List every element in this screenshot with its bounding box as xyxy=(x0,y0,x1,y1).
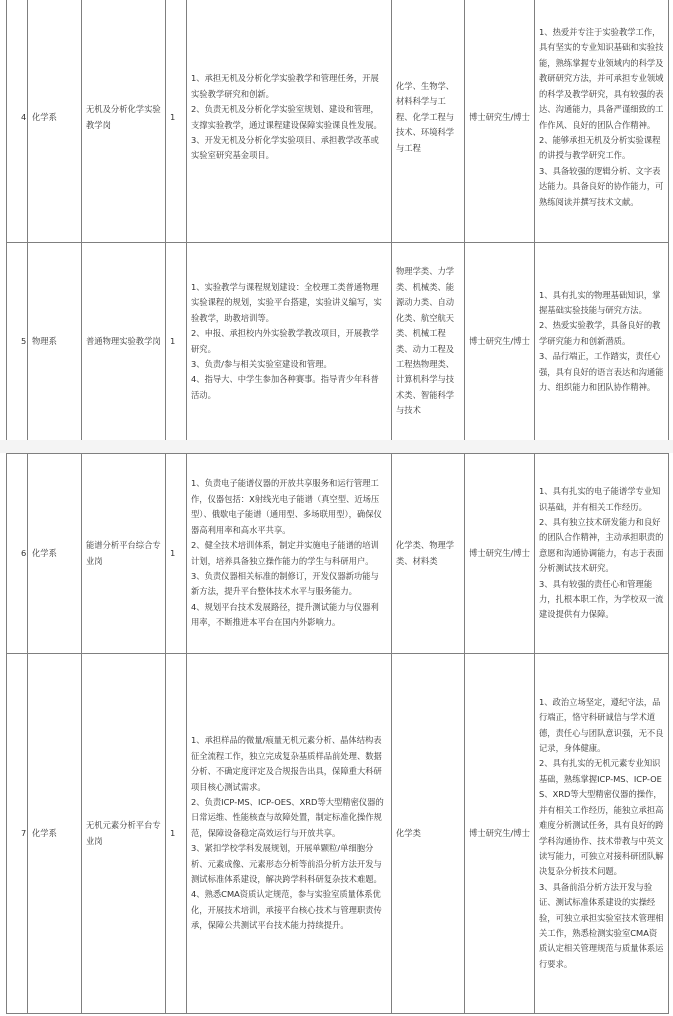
requirement-item: 2、能够承担无机及分析实验课程的讲授与教学研究工作。 xyxy=(539,134,661,161)
duty-item: 2、负责ICP-MS、ICP-OES、XRD等大型精密仪器的日常运维、性能核查与故障处置，制定标准化操作规范，保障设备稳定高效运行与开放共享。 xyxy=(191,796,384,838)
duty-item: 4、指导大、中学生参加各种赛事。指导青少年科普活动。 xyxy=(191,374,379,400)
duties-cell xyxy=(187,243,392,441)
major-cell: 化学、生物学、材料科学与工程、化学工程与技术、环境科学与工程 xyxy=(392,0,465,243)
requirements-cell xyxy=(535,654,669,1014)
major-cell: 化学类 xyxy=(392,654,465,1014)
duty-item: 4、熟悉CMA资质认定规范，参与实验室质量体系优化，开展技术培训，承接平台核心技术与管理职责传承，保障公共测试平台技术能力持续提升。 xyxy=(191,889,382,931)
duty-item: 1、承担样品的微量/痕量无机元素分析、晶体结构表征全流程工作，独立完成复杂基质样品前处理、数据分析、不确定度评定及合规报告出具，保障重大科研项目核心测试需求。 xyxy=(191,735,382,792)
requirement-item: 2、具有独立技术研发能力和良好的团队合作精神，主动承担职责的意愿和沟通协调能力，有志于表面分析测试技术研究。 xyxy=(539,516,664,574)
position-cell: 能谱分析平台综合专业岗 xyxy=(82,454,166,654)
department-cell: 化学系 xyxy=(28,0,82,243)
duty-item: 3、开发无机及分析化学实验项目、承担教学改革或实验室研究基金项目。 xyxy=(191,134,379,161)
table-row xyxy=(7,0,669,243)
major-cell: 物理学类、力学类、机械类、能源动力类、自动化类、航空航天类、机械工程类、动力工程及工程热物理类、计算机科学与技术类、智能科学与技术 xyxy=(392,243,465,441)
duties-cell xyxy=(187,0,392,243)
requirement-item: 2、具有扎实的无机元素专业知识基础，熟练掌握ICP-MS、ICP-OES、XRD等大型精密仪器的操作，并有相关工作经历，能独立承担高难度分析测试任务，具有良好的跨学科沟通协作、技术带教与中英文读写能力，可独立对接科研团队解决复杂分析技术问题。 xyxy=(539,758,664,877)
requirement-item: 1、具有扎实的电子能谱学专业知识基础，并有相关工作经历。 xyxy=(539,486,661,512)
duty-item: 4、规划平台技术发展路径，提升测试能力与仪器利用率，不断推进本平台在国内外影响力。 xyxy=(191,601,379,628)
headcount-cell: 1 xyxy=(166,0,187,243)
requirement-item: 1、热爱并专注于实验教学工作，具有坚实的专业知识基础和实验技能，熟练掌握专业领域内的科学及教研研究方法，并可承担专业领域的科学及教学研究，具有较强的表达、沟通能力，具备严谨细致的工作作风、良好的团队合作精神。 xyxy=(539,27,664,130)
headcount-cell: 1 xyxy=(166,454,187,654)
duty-item: 2、申报、承担校内外实验教学教改项目，开展教学研究。 xyxy=(191,328,379,354)
duty-item: 1、实验教学与课程规划建设：全校理工类普通物理实验课程的规划，实验平台搭建，实验讲义编写，实验教学，助教培训等。 xyxy=(191,281,382,323)
requirements-cell xyxy=(535,454,669,654)
education-cell: 博士研究生/博士 xyxy=(465,654,535,1014)
page-break xyxy=(0,440,673,453)
duty-item: 1、负责电子能谱仪器的开放共享服务和运行管理工作，仪器包括：X射线光电子能谱（真空型、近场压型）、俄歇电子能谱（通用型、多场联用型），确保仪器高利用率和高水平共享。 xyxy=(191,478,382,535)
row-number: 4 xyxy=(7,0,28,243)
department-cell: 物理系 xyxy=(28,243,82,441)
table-row xyxy=(7,654,669,1014)
duty-item: 3、负责/参与相关实验室建设和管理。 xyxy=(191,358,332,369)
education-cell: 博士研究生/博士 xyxy=(465,0,535,243)
table-row xyxy=(7,454,669,654)
requirements-cell xyxy=(535,243,669,441)
position-cell: 普通物理实验教学岗 xyxy=(82,243,166,441)
table-row xyxy=(7,243,669,441)
row-number: 7 xyxy=(7,654,28,1014)
position-cell: 无机及分析化学实验教学岗 xyxy=(82,0,166,243)
row-number: 5 xyxy=(7,243,28,441)
duties-cell xyxy=(187,454,392,654)
duty-item: 2、负责无机及分析化学实验室规划、建设和管理，支撑实验教学，通过课程建设保障实验课良性发展。 xyxy=(191,104,382,130)
major-cell: 化学类、物理学类、材料类 xyxy=(392,454,465,654)
requirement-item: 1、具有扎实的物理基础知识，掌握基础实验技能与研究方法。 xyxy=(539,289,661,315)
row-number: 6 xyxy=(7,454,28,654)
department-cell: 化学系 xyxy=(28,654,82,1014)
recruitment-table-part-2 xyxy=(6,453,669,1014)
headcount-cell: 1 xyxy=(166,243,187,441)
requirement-item: 1、政治立场坚定，遵纪守法，品行端正，恪守科研诚信与学术道德，责任心与团队意识强，无不良记录，身体健康。 xyxy=(539,696,664,754)
recruitment-table-part-1 xyxy=(6,0,669,441)
requirement-item: 3、具有较强的责任心和管理能力，扎根本职工作，为学校双一流建设提供有力保障。 xyxy=(539,578,664,620)
headcount-cell: 1 xyxy=(166,654,187,1014)
duty-item: 3、负责仪器相关标准的制修订，开发仪器新功能与新方法，提升平台整体技术水平与服务能力。 xyxy=(191,570,379,597)
requirement-item: 3、品行端正，工作踏实，责任心强，具有良好的语言表达和沟通能力、组织能力和团队协作精神。 xyxy=(539,351,664,393)
education-cell: 博士研究生/博士 xyxy=(465,454,535,654)
education-cell: 博士研究生/博士 xyxy=(465,243,535,441)
requirement-item: 2、热爱实验教学，具备良好的教学研究能力和创新潜质。 xyxy=(539,320,661,346)
requirement-item: 3、具备前沿分析方法开发与验证、测试标准体系建设的实操经验，可独立承担实验室技术管理相关工作，熟悉检测实验室CMA资质认定相关管理规范与质量体系运行要求。 xyxy=(539,881,664,969)
position-cell: 无机元素分析平台专业岗 xyxy=(82,654,166,1014)
requirements-cell xyxy=(535,0,669,243)
duty-item: 2、健全技术培训体系，制定并实施电子能谱的培训计划，培养具备独立操作能力的学生与科研用户。 xyxy=(191,540,379,566)
department-cell: 化学系 xyxy=(28,454,82,654)
duty-item: 1、承担无机及分析化学实验教学和管理任务，开展实验教学研究和创新。 xyxy=(191,73,379,99)
duty-item: 3、紧扣学校学科发展规划，开展单颗粒/单细胞分析、元素成像、元素形态分析等前沿分析方法开发与测试标准体系建设，解决跨学科科研复杂技术难题。 xyxy=(191,843,382,885)
duties-cell xyxy=(187,654,392,1014)
requirement-item: 3、具备较强的逻辑分析、文字表达能力。具备良好的协作能力，可熟练阅读并撰写技术文献。 xyxy=(539,165,664,207)
